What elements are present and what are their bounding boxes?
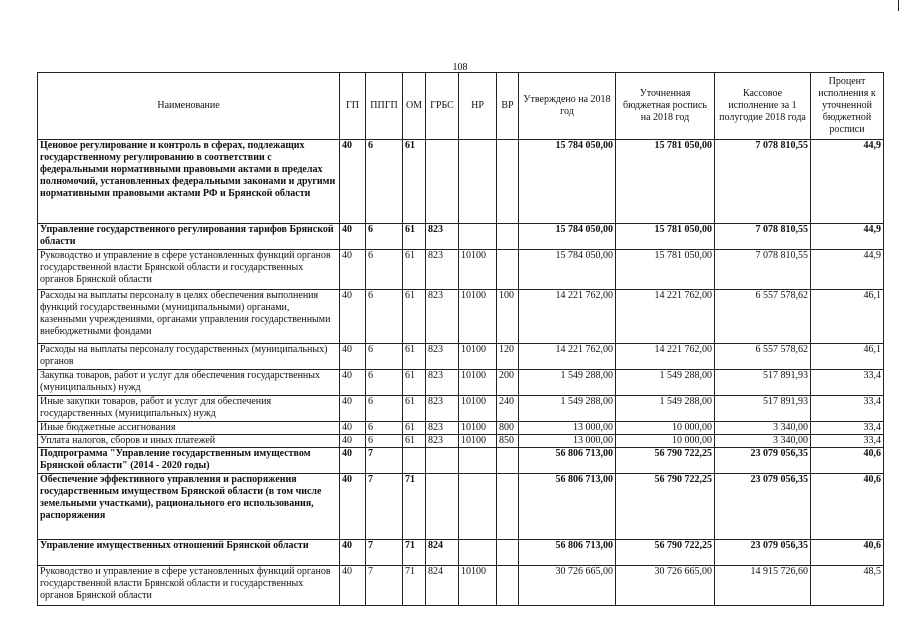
cell-grbs: 823 [426, 224, 459, 250]
cell-percent: 44,9 [811, 224, 884, 250]
table-row [38, 566, 884, 606]
header-ppgp: ППГП [366, 73, 403, 140]
cell-grbs: 823 [426, 396, 459, 422]
cell-revised: 14 221 762,00 [616, 290, 715, 344]
cell-name: Расходы на выплаты персоналу в целях обеспечения выполнения функций государственными (муниципальными) органами, казенными учреждениями, органами управления государственными внебюджетными фондами [38, 290, 340, 344]
cell-om: 61 [403, 250, 426, 290]
cell-gp: 40 [340, 370, 366, 396]
cell-nr [459, 540, 497, 566]
cell-name: Подпрограмма "Управление государственным имуществом Брянской области" (2014 - 2020 годы) [38, 448, 340, 474]
cell-om: 61 [403, 290, 426, 344]
table-row [38, 396, 884, 422]
cell-ppgp: 6 [366, 290, 403, 344]
cell-om: 71 [403, 474, 426, 540]
cell-gp: 40 [340, 435, 366, 448]
cell-revised: 56 790 722,25 [616, 474, 715, 540]
table-row [38, 448, 884, 474]
table-row [38, 474, 884, 540]
cell-revised: 1 549 288,00 [616, 370, 715, 396]
cell-nr [459, 474, 497, 540]
margin-mark [898, 0, 899, 11]
cell-vr [497, 566, 519, 606]
budget-table [37, 72, 884, 606]
table-row [38, 140, 884, 224]
cell-name: Обеспечение эффективного управления и распоряжения государственным имуществом Брянской области (в том числе земельными участками), рационального его использования, распоряжения [38, 474, 340, 540]
cell-revised: 56 790 722,25 [616, 540, 715, 566]
cell-approved: 15 784 050,00 [519, 140, 616, 224]
cell-om: 61 [403, 224, 426, 250]
cell-nr: 10100 [459, 566, 497, 606]
cell-percent: 33,4 [811, 370, 884, 396]
cell-revised: 15 781 050,00 [616, 224, 715, 250]
cell-ppgp: 6 [366, 224, 403, 250]
cell-approved: 30 726 665,00 [519, 566, 616, 606]
cell-approved: 1 549 288,00 [519, 370, 616, 396]
cell-revised: 56 790 722,25 [616, 448, 715, 474]
table-row [38, 370, 884, 396]
cell-approved: 14 221 762,00 [519, 344, 616, 370]
cell-name: Управление государственного регулирования тарифов Брянской области [38, 224, 340, 250]
cell-vr [497, 474, 519, 540]
table-row [38, 290, 884, 344]
cell-cash: 6 557 578,62 [715, 344, 811, 370]
cell-cash: 6 557 578,62 [715, 290, 811, 344]
cell-revised: 30 726 665,00 [616, 566, 715, 606]
cell-approved: 13 000,00 [519, 435, 616, 448]
cell-revised: 1 549 288,00 [616, 396, 715, 422]
cell-grbs [426, 448, 459, 474]
cell-grbs [426, 140, 459, 224]
cell-cash: 7 078 810,55 [715, 250, 811, 290]
cell-cash: 23 079 056,35 [715, 474, 811, 540]
cell-nr [459, 140, 497, 224]
cell-nr: 10100 [459, 290, 497, 344]
cell-percent: 46,1 [811, 290, 884, 344]
cell-cash: 7 078 810,55 [715, 140, 811, 224]
cell-nr [459, 224, 497, 250]
cell-gp: 40 [340, 448, 366, 474]
cell-percent: 33,4 [811, 396, 884, 422]
cell-grbs: 823 [426, 250, 459, 290]
cell-approved: 14 221 762,00 [519, 290, 616, 344]
cell-grbs [426, 474, 459, 540]
cell-cash: 23 079 056,35 [715, 540, 811, 566]
cell-revised: 15 781 050,00 [616, 140, 715, 224]
cell-ppgp: 6 [366, 344, 403, 370]
cell-vr [497, 250, 519, 290]
cell-gp: 40 [340, 290, 366, 344]
cell-ppgp: 6 [366, 250, 403, 290]
cell-vr: 100 [497, 290, 519, 344]
cell-grbs: 823 [426, 435, 459, 448]
cell-cash: 7 078 810,55 [715, 224, 811, 250]
cell-ppgp: 7 [366, 540, 403, 566]
cell-vr: 240 [497, 396, 519, 422]
cell-om: 71 [403, 566, 426, 606]
cell-vr [497, 140, 519, 224]
cell-vr [497, 540, 519, 566]
header-grbs: ГРБС [426, 73, 459, 140]
cell-nr: 10100 [459, 396, 497, 422]
cell-percent: 40,6 [811, 448, 884, 474]
header-approved: Утверждено на 2018 год [519, 73, 616, 140]
cell-approved: 13 000,00 [519, 422, 616, 435]
cell-percent: 33,4 [811, 435, 884, 448]
cell-gp: 40 [340, 140, 366, 224]
cell-om: 61 [403, 396, 426, 422]
page-number: 108 [452, 62, 468, 73]
cell-revised: 15 781 050,00 [616, 250, 715, 290]
cell-cash: 23 079 056,35 [715, 448, 811, 474]
table-row [38, 250, 884, 290]
cell-ppgp: 6 [366, 422, 403, 435]
table-row [38, 435, 884, 448]
cell-gp: 40 [340, 422, 366, 435]
header-revised: Уточненная бюджетная роспись на 2018 год [616, 73, 715, 140]
cell-approved: 1 549 288,00 [519, 396, 616, 422]
cell-ppgp: 7 [366, 474, 403, 540]
cell-revised: 10 000,00 [616, 422, 715, 435]
cell-name: Расходы на выплаты персоналу государственных (муниципальных) органов [38, 344, 340, 370]
cell-gp: 40 [340, 566, 366, 606]
cell-om: 61 [403, 344, 426, 370]
cell-grbs: 823 [426, 344, 459, 370]
cell-vr: 850 [497, 435, 519, 448]
cell-grbs: 823 [426, 290, 459, 344]
cell-vr [497, 224, 519, 250]
cell-percent: 40,6 [811, 540, 884, 566]
header-gp: ГП [340, 73, 366, 140]
cell-name: Уплата налогов, сборов и иных платежей [38, 435, 340, 448]
cell-approved: 15 784 050,00 [519, 250, 616, 290]
cell-gp: 40 [340, 474, 366, 540]
cell-percent: 48,5 [811, 566, 884, 606]
cell-cash: 3 340,00 [715, 422, 811, 435]
cell-ppgp: 6 [366, 140, 403, 224]
cell-approved: 56 806 713,00 [519, 474, 616, 540]
cell-nr: 10100 [459, 422, 497, 435]
cell-gp: 40 [340, 540, 366, 566]
cell-grbs: 823 [426, 370, 459, 396]
table-row [38, 540, 884, 566]
cell-ppgp: 7 [366, 566, 403, 606]
table-row [38, 422, 884, 435]
cell-cash: 517 891,93 [715, 370, 811, 396]
table-row [38, 224, 884, 250]
cell-grbs: 823 [426, 422, 459, 435]
cell-nr: 10100 [459, 344, 497, 370]
header-percent: Процент исполнения к уточненной бюджетной росписи [811, 73, 884, 140]
cell-approved: 15 784 050,00 [519, 224, 616, 250]
cell-revised: 14 221 762,00 [616, 344, 715, 370]
cell-percent: 46,1 [811, 344, 884, 370]
cell-om: 61 [403, 370, 426, 396]
cell-vr: 120 [497, 344, 519, 370]
cell-grbs: 824 [426, 540, 459, 566]
cell-nr: 10100 [459, 370, 497, 396]
cell-ppgp: 6 [366, 370, 403, 396]
cell-vr: 200 [497, 370, 519, 396]
cell-gp: 40 [340, 396, 366, 422]
cell-name: Ценовое регулирование и контроль в сферах, подлежащих государственному регулированию в соответствии с федеральными нормативными правовыми актами в пределах полномочий, установленных федеральными законами и другими нормативными правовыми актами РФ и Брянской области [38, 140, 340, 224]
table-row [38, 344, 884, 370]
cell-percent: 44,9 [811, 140, 884, 224]
cell-name: Иные закупки товаров, работ и услуг для обеспечения государственных (муниципальных) нужд [38, 396, 340, 422]
cell-grbs: 824 [426, 566, 459, 606]
cell-vr [497, 448, 519, 474]
header-name: Наименование [38, 73, 340, 140]
cell-cash: 3 340,00 [715, 435, 811, 448]
cell-om [403, 448, 426, 474]
cell-approved: 56 806 713,00 [519, 540, 616, 566]
cell-om: 61 [403, 422, 426, 435]
cell-name: Руководство и управление в сфере установленных функций органов государственной власти Брянской области и государственных органов Брянской области [38, 566, 340, 606]
cell-nr: 10100 [459, 250, 497, 290]
cell-om: 61 [403, 435, 426, 448]
cell-gp: 40 [340, 344, 366, 370]
header-om: ОМ [403, 73, 426, 140]
cell-name: Закупка товаров, работ и услуг для обеспечения государственных (муниципальных) нужд [38, 370, 340, 396]
header-row [38, 73, 884, 140]
cell-ppgp: 7 [366, 448, 403, 474]
cell-om: 71 [403, 540, 426, 566]
cell-nr [459, 448, 497, 474]
cell-name: Управление имущественных отношений Брянской области [38, 540, 340, 566]
cell-percent: 33,4 [811, 422, 884, 435]
header-vr: ВР [497, 73, 519, 140]
cell-om: 61 [403, 140, 426, 224]
cell-name: Иные бюджетные ассигнования [38, 422, 340, 435]
header-cash: Кассовое исполнение за 1 полугодие 2018 года [715, 73, 811, 140]
cell-approved: 56 806 713,00 [519, 448, 616, 474]
cell-cash: 14 915 726,60 [715, 566, 811, 606]
header-nr: НР [459, 73, 497, 140]
cell-gp: 40 [340, 250, 366, 290]
cell-ppgp: 6 [366, 396, 403, 422]
cell-cash: 517 891,93 [715, 396, 811, 422]
cell-percent: 44,9 [811, 250, 884, 290]
cell-ppgp: 6 [366, 435, 403, 448]
cell-vr: 800 [497, 422, 519, 435]
cell-name: Руководство и управление в сфере установленных функций органов государственной власти Брянской области и государственных органов Брянской области [38, 250, 340, 290]
cell-revised: 10 000,00 [616, 435, 715, 448]
cell-percent: 40,6 [811, 474, 884, 540]
cell-gp: 40 [340, 224, 366, 250]
cell-nr: 10100 [459, 435, 497, 448]
